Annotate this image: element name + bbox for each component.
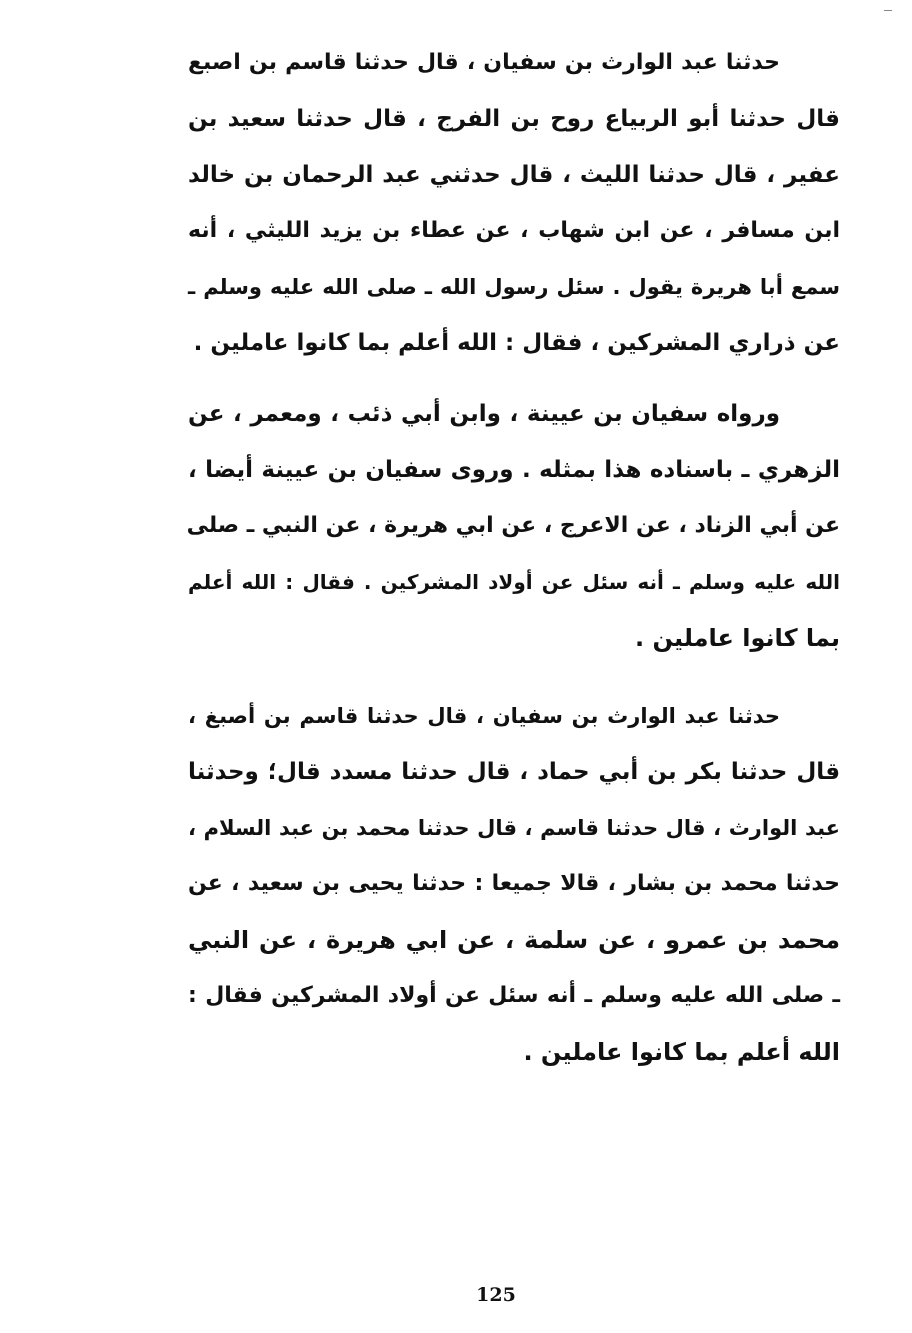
page-number: 125 <box>476 1284 516 1306</box>
text-line: عن ذراري المشركين ، فقال : الله أعلم بما كانوا عاملين . <box>193 330 840 356</box>
text-line: الله أعلم بما كانوا عاملين . <box>523 1038 840 1066</box>
text-line: قال حدثنا أبو الربياع روح بن الفرج ، قال حدثنا سعيد بن <box>188 106 840 132</box>
text-line: عفير ، قال حدثنا الليث ، قال حدثني عبد الرحمان بن خالد <box>188 162 840 188</box>
paragraph-3 <box>188 688 840 1080</box>
text-line: الله عليه وسلم ـ أنه سئل عن أولاد المشركين . فقال : الله أعلم <box>188 570 840 594</box>
text-line: عبد الوارث ، قال حدثنا قاسم ، قال حدثنا محمد بن عبد السلام ، <box>188 816 840 840</box>
scan-artifact <box>884 10 892 11</box>
text-line: محمد بن عمرو ، عن سلمة ، عن ابي هريرة ، عن النبي <box>188 926 840 954</box>
paragraph-2 <box>188 386 840 666</box>
text-line: قال حدثنا بكر بن أبي حماد ، قال حدثنا مسدد قال؛ وحدثنا <box>188 759 840 785</box>
text-line: ابن مسافر ، عن ابن شهاب ، عن عطاء بن يزيد الليثي ، أنه <box>188 218 840 243</box>
paragraph-1 <box>188 35 840 371</box>
text-line: عن أبي الزناد ، عن الاعرج ، عن ابي هريرة ، عن النبي ـ صلى <box>186 513 840 538</box>
text-line: حدثنا عبد الوارث بن سفيان ، قال حدثنا قاسم بن أصبغ ، <box>188 704 780 728</box>
text-line: بما كانوا عاملين . <box>634 624 840 652</box>
text-line: الزهري ـ باسناده هذا بمثله . وروى سفيان بن عيينة أيضا ، <box>188 457 840 483</box>
text-line: حدثنا عبد الوارث بن سفيان ، قال حدثنا قاسم بن اصبع <box>188 50 780 75</box>
text-line: سمع أبا هريرة يقول . سئل رسول الله ـ صلى الله عليه وسلم ـ <box>188 275 840 299</box>
text-line: ورواه سفيان بن عيينة ، وابن أبي ذئب ، ومعمر ، عن <box>188 401 780 427</box>
text-line: حدثنا محمد بن بشار ، قالا جميعا : حدثنا يحيى بن سعيد ، عن <box>188 871 840 896</box>
text-line: ـ صلى الله عليه وسلم ـ أنه سئل عن أولاد المشركين فقال : <box>188 983 840 1008</box>
